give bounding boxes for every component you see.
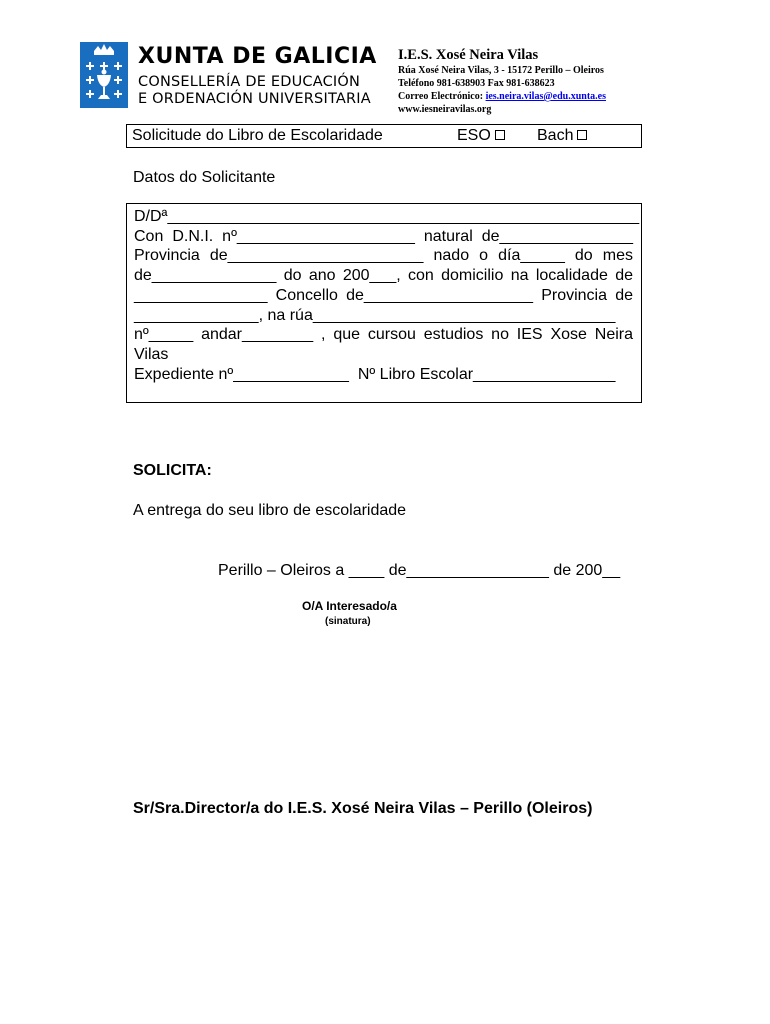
request-title-box bbox=[126, 124, 642, 148]
eso-option[interactable] bbox=[457, 125, 505, 147]
section-title: Datos do Solicitante bbox=[133, 169, 276, 186]
org-title: XUNTA DE GALICIA bbox=[138, 44, 377, 69]
applicant-data-box bbox=[126, 203, 642, 403]
org-header bbox=[138, 44, 377, 108]
form-line-record[interactable]: Expediente nº_____________ Nº Libro Escolar________________ bbox=[134, 365, 616, 383]
form-line-name[interactable]: D/Dª_____________________________________________________ bbox=[134, 208, 640, 225]
school-phone: Teléfono 981-638903 Fax 981-638623 bbox=[398, 78, 555, 89]
org-line-2: E ORDENACIÓN UNIVERSITARIA bbox=[138, 91, 371, 107]
form-title: Solicitude do Libro de Escolaridade bbox=[132, 127, 383, 144]
school-info bbox=[398, 47, 606, 116]
signature-label: O/A Interesado/a bbox=[302, 599, 397, 613]
school-email-line bbox=[398, 90, 606, 103]
xunta-galicia-logo bbox=[80, 42, 128, 108]
form-line-council[interactable]: _______________ Concello de___________________ Provincia de bbox=[134, 286, 633, 304]
signature-sub: (sinatura) bbox=[325, 616, 371, 627]
org-line-1: CONSELLERÍA DE EDUCACIÓN bbox=[138, 74, 361, 90]
solicita-heading: SOLICITA: bbox=[133, 462, 212, 479]
org-department bbox=[138, 74, 377, 108]
eso-label: ESO bbox=[457, 127, 491, 144]
email-link[interactable]: ies.neira.vilas@edu.xunta.es bbox=[485, 91, 606, 102]
bach-option[interactable] bbox=[537, 125, 587, 147]
form-line-street[interactable]: ______________, na rúa__________________________________ bbox=[134, 306, 616, 324]
form-line-province-birth[interactable]: Provincia de______________________ nado o día_____ do mes bbox=[134, 247, 633, 265]
form-line-vilas: Vilas bbox=[134, 345, 169, 363]
request-text: A entrega do seu libro de escolaridade bbox=[133, 502, 407, 519]
recipient: Sr/Sra.Director/a do I.E.S. Xosé Neira Vilas – Perillo (Oleiros) bbox=[133, 800, 593, 817]
bach-label: Bach bbox=[537, 127, 574, 144]
form-line-number-studies[interactable]: nº_____ andar________ , que cursou estudios no IES Xose Neira bbox=[134, 326, 633, 344]
school-website: www.iesneiravilas.org bbox=[398, 104, 492, 115]
form-line-year-locality[interactable]: de______________ do ano 200___, con domicilio na localidade de bbox=[134, 267, 633, 285]
place-date-line[interactable]: Perillo – Oleiros a ____ de________________ de 200__ bbox=[218, 562, 621, 579]
eso-checkbox[interactable] bbox=[495, 130, 505, 140]
school-name: I.E.S. Xosé Neira Vilas bbox=[398, 47, 539, 63]
school-address: Rúa Xosé Neira Vilas, 3 - 15172 Perillo – Oleiros bbox=[398, 65, 604, 76]
email-label: Correo Electrónico: bbox=[398, 91, 486, 102]
bach-checkbox[interactable] bbox=[577, 130, 587, 140]
form-line-dni[interactable]: Con D.N.I. nº____________________ natural de_______________ bbox=[134, 227, 633, 245]
